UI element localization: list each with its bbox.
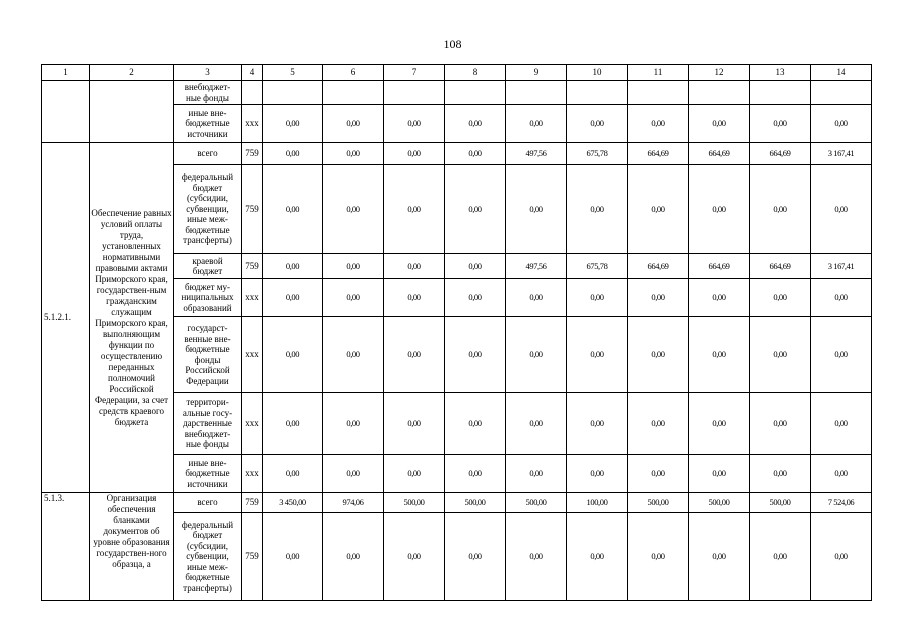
value-cell: 0,00 — [750, 393, 811, 455]
value-cell: 0,00 — [628, 393, 689, 455]
value-cell: 0,00 — [750, 165, 811, 254]
column-header: 5 — [263, 65, 323, 81]
value-cell: 0,00 — [567, 455, 628, 493]
value-cell: 0,00 — [323, 165, 384, 254]
value-cell — [323, 81, 384, 105]
value-cell: 0,00 — [689, 513, 750, 601]
value-cell: 0,00 — [384, 393, 445, 455]
value-cell: 0,00 — [445, 455, 506, 493]
column-header: 10 — [567, 65, 628, 81]
value-cell: 0,00 — [506, 279, 567, 317]
value-cell: 664,69 — [689, 143, 750, 165]
value-cell: 0,00 — [811, 279, 872, 317]
funding-source: иные вне- бюджетные источники — [174, 455, 242, 493]
value-cell: 0,00 — [384, 279, 445, 317]
value-cell: 664,69 — [628, 143, 689, 165]
item-name: Обеспечение равных условий оплаты труда, установленных нормативными правовыми актами Приморского края, государствен-ным гражданским служащим Приморского края, выполняющим функции по осуществлению переданных полномочий Российской Федерации, за счет средств краевого бюджета — [90, 143, 174, 493]
value-cell: 500,00 — [445, 493, 506, 513]
kbk-code: 759 — [242, 513, 263, 601]
item-code: 5.1.3. — [42, 493, 90, 601]
value-cell: 0,00 — [323, 143, 384, 165]
value-cell: 0,00 — [811, 105, 872, 143]
column-header: 4 — [242, 65, 263, 81]
item-code: 5.1.2.1. — [42, 143, 90, 493]
value-cell: 0,00 — [628, 165, 689, 254]
funding-source: иные вне- бюджетные источники — [174, 105, 242, 143]
kbk-code: 759 — [242, 493, 263, 513]
value-cell: 0,00 — [263, 165, 323, 254]
value-cell — [384, 81, 445, 105]
value-cell: 0,00 — [567, 513, 628, 601]
value-cell: 0,00 — [323, 254, 384, 279]
value-cell: 0,00 — [811, 317, 872, 393]
value-cell: 0,00 — [750, 105, 811, 143]
kbk-code: 759 — [242, 143, 263, 165]
value-cell: 0,00 — [263, 254, 323, 279]
value-cell: 0,00 — [567, 105, 628, 143]
value-cell: 0,00 — [445, 105, 506, 143]
column-header: 6 — [323, 65, 384, 81]
value-cell: 0,00 — [506, 105, 567, 143]
value-cell: 0,00 — [506, 455, 567, 493]
value-cell: 0,00 — [689, 279, 750, 317]
value-cell: 0,00 — [689, 393, 750, 455]
value-cell — [445, 81, 506, 105]
value-cell: 500,00 — [628, 493, 689, 513]
value-cell: 0,00 — [445, 279, 506, 317]
value-cell: 0,00 — [445, 513, 506, 601]
budget-table — [41, 64, 872, 601]
value-cell: 0,00 — [323, 317, 384, 393]
value-cell: 0,00 — [628, 279, 689, 317]
table-row — [42, 143, 872, 165]
value-cell: 0,00 — [750, 455, 811, 493]
value-cell: 0,00 — [811, 165, 872, 254]
column-header: 2 — [90, 65, 174, 81]
value-cell: 0,00 — [263, 143, 323, 165]
value-cell — [506, 81, 567, 105]
value-cell: 0,00 — [689, 455, 750, 493]
value-cell: 3 167,41 — [811, 254, 872, 279]
kbk-code: 759 — [242, 254, 263, 279]
kbk-code: ххх — [242, 279, 263, 317]
value-cell: 500,00 — [506, 493, 567, 513]
value-cell: 0,00 — [384, 513, 445, 601]
value-cell: 0,00 — [323, 455, 384, 493]
value-cell: 0,00 — [750, 279, 811, 317]
value-cell: 0,00 — [263, 393, 323, 455]
value-cell — [811, 81, 872, 105]
column-header: 3 — [174, 65, 242, 81]
funding-source: внебюджет- ные фонды — [174, 81, 242, 105]
value-cell: 0,00 — [263, 455, 323, 493]
value-cell: 7 524,06 — [811, 493, 872, 513]
value-cell: 0,00 — [263, 105, 323, 143]
value-cell: 0,00 — [384, 317, 445, 393]
column-header: 13 — [750, 65, 811, 81]
funding-source: всего — [174, 143, 242, 165]
item-name — [90, 81, 174, 143]
column-header: 14 — [811, 65, 872, 81]
value-cell: 0,00 — [445, 393, 506, 455]
value-cell: 664,69 — [750, 254, 811, 279]
value-cell: 0,00 — [323, 513, 384, 601]
kbk-code: ххх — [242, 317, 263, 393]
value-cell: 0,00 — [263, 513, 323, 601]
value-cell: 0,00 — [628, 317, 689, 393]
value-cell — [628, 81, 689, 105]
value-cell: 664,69 — [689, 254, 750, 279]
value-cell: 0,00 — [323, 393, 384, 455]
value-cell: 497,56 — [506, 143, 567, 165]
funding-source: федеральный бюджет (субсидии, субвенции, иные меж- бюджетные трансферты) — [174, 513, 242, 601]
value-cell: 3 450,00 — [263, 493, 323, 513]
kbk-code — [242, 81, 263, 105]
value-cell: 664,69 — [628, 254, 689, 279]
value-cell: 0,00 — [445, 165, 506, 254]
value-cell: 675,78 — [567, 254, 628, 279]
kbk-code: ххх — [242, 455, 263, 493]
table-row — [42, 81, 872, 105]
item-name: Организация обеспечения бланками документов об уровне образования государствен-ного образца, а — [90, 493, 174, 601]
value-cell — [689, 81, 750, 105]
value-cell: 0,00 — [384, 143, 445, 165]
value-cell: 0,00 — [567, 317, 628, 393]
value-cell: 0,00 — [445, 317, 506, 393]
value-cell: 0,00 — [689, 317, 750, 393]
value-cell: 500,00 — [750, 493, 811, 513]
funding-source: федеральный бюджет (субсидии, субвенции, иные меж- бюджетные трансферты) — [174, 165, 242, 254]
value-cell: 0,00 — [628, 513, 689, 601]
value-cell: 0,00 — [567, 279, 628, 317]
value-cell: 0,00 — [384, 105, 445, 143]
value-cell: 0,00 — [811, 455, 872, 493]
value-cell: 0,00 — [811, 393, 872, 455]
funding-source: государст- венные вне- бюджетные фонды Российской Федерации — [174, 317, 242, 393]
value-cell: 0,00 — [567, 165, 628, 254]
value-cell: 0,00 — [506, 393, 567, 455]
table-row — [42, 493, 872, 513]
value-cell: 0,00 — [506, 165, 567, 254]
column-header: 9 — [506, 65, 567, 81]
column-header: 12 — [689, 65, 750, 81]
value-cell: 0,00 — [263, 317, 323, 393]
value-cell: 0,00 — [628, 455, 689, 493]
funding-source: краевой бюджет — [174, 254, 242, 279]
column-header: 8 — [445, 65, 506, 81]
page-number: 108 — [443, 37, 462, 51]
funding-source: всего — [174, 493, 242, 513]
value-cell: 0,00 — [628, 105, 689, 143]
value-cell: 0,00 — [506, 513, 567, 601]
value-cell: 664,69 — [750, 143, 811, 165]
value-cell: 497,56 — [506, 254, 567, 279]
value-cell: 500,00 — [384, 493, 445, 513]
value-cell: 0,00 — [750, 317, 811, 393]
value-cell: 0,00 — [506, 317, 567, 393]
value-cell: 0,00 — [750, 513, 811, 601]
value-cell: 3 167,41 — [811, 143, 872, 165]
value-cell: 0,00 — [323, 105, 384, 143]
value-cell: 0,00 — [689, 165, 750, 254]
value-cell: 0,00 — [263, 279, 323, 317]
funding-source: бюджет му- ниципальных образований — [174, 279, 242, 317]
value-cell — [567, 81, 628, 105]
value-cell: 0,00 — [445, 143, 506, 165]
funding-source: территори- альные госу- дарственные внебюджет- ные фонды — [174, 393, 242, 455]
header-row — [42, 65, 872, 81]
value-cell — [263, 81, 323, 105]
value-cell: 0,00 — [384, 165, 445, 254]
column-header: 7 — [384, 65, 445, 81]
value-cell: 0,00 — [689, 105, 750, 143]
value-cell — [750, 81, 811, 105]
value-cell: 0,00 — [384, 455, 445, 493]
value-cell: 974,06 — [323, 493, 384, 513]
value-cell: 0,00 — [445, 254, 506, 279]
item-code — [42, 81, 90, 143]
value-cell: 0,00 — [567, 393, 628, 455]
column-header: 11 — [628, 65, 689, 81]
kbk-code: ххх — [242, 105, 263, 143]
value-cell: 675,78 — [567, 143, 628, 165]
column-header: 1 — [42, 65, 90, 81]
value-cell: 100,00 — [567, 493, 628, 513]
value-cell: 0,00 — [323, 279, 384, 317]
value-cell: 500,00 — [689, 493, 750, 513]
kbk-code: 759 — [242, 165, 263, 254]
value-cell: 0,00 — [811, 513, 872, 601]
kbk-code: ххх — [242, 393, 263, 455]
value-cell: 0,00 — [384, 254, 445, 279]
